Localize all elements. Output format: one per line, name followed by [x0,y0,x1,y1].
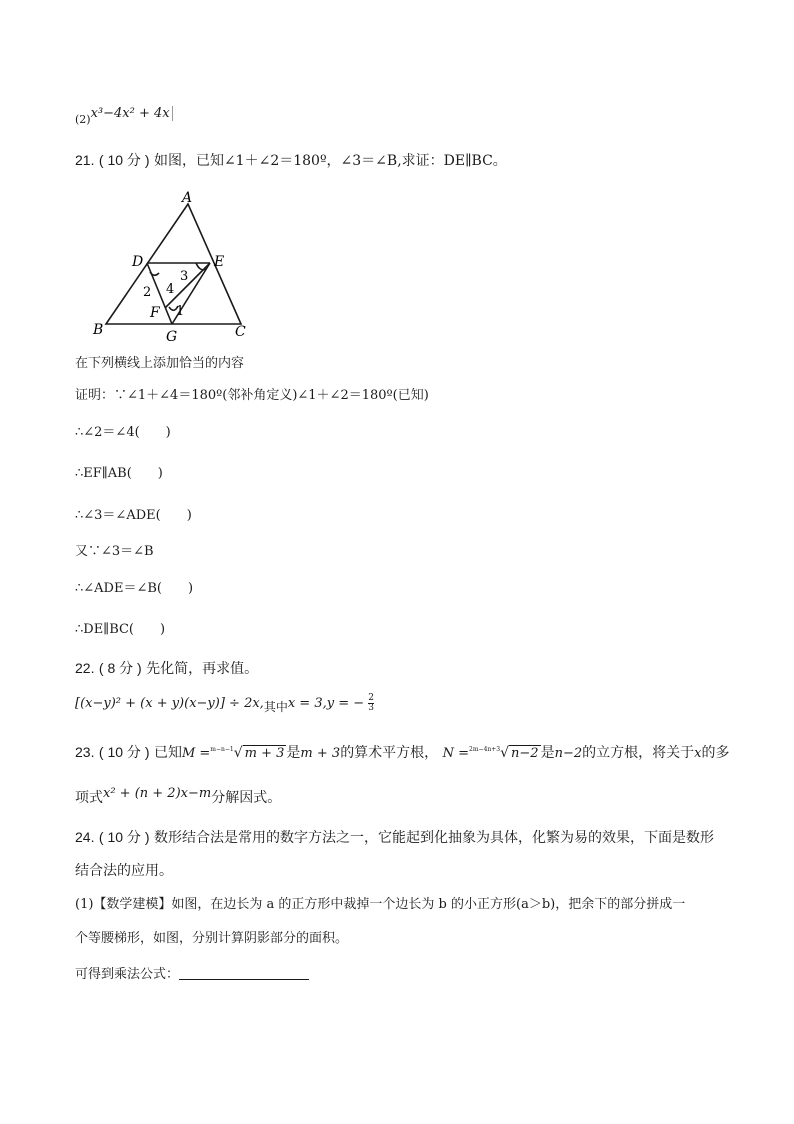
q21-text: 如图，已知∠1＋∠2＝180º，∠3＝∠B,求证：DE∥BC。 [153,153,507,169]
radical-sign: √ [233,745,243,761]
q24-intro-2: 结合法的应用。 [75,863,173,879]
q23-text-2: 是 [286,745,301,761]
q21-triangle-figure [88,186,258,344]
q22-header [75,658,258,678]
q22-score: ( 8 分 ) [98,660,142,676]
label-angle-2: 2 [143,285,152,300]
q23-text-1: 已知 [153,745,182,761]
label-angle-4: 4 [166,282,175,297]
label-d: D [132,254,144,270]
label-angle-3: 3 [180,269,189,284]
q24-part1-line-2: 个等腰梯形，如图，分别计算阴影部分的面积。 [75,931,349,946]
q23-line-2 [75,786,281,807]
q21-number: 21. [75,152,95,168]
label-b: B [93,322,104,338]
q21-proof-line-3: ∴EF∥AB( ) [75,466,163,481]
q21-proof-line-2: ∴∠2＝∠4( ) [75,425,171,440]
label-c: C [235,324,246,340]
q22-frac-num: 2 [368,693,374,703]
q24-score: ( 10 分 ) [98,829,150,845]
radical-sign: √ [500,745,510,761]
q22-condition: x = 3,y = − [287,696,365,711]
q21-header [75,150,507,170]
q23-text-6: 的多 [701,745,730,761]
q22-where: 其中 [263,700,288,714]
q23-line-1 [75,742,729,762]
label-g: G [166,329,178,344]
q23-text-8: 分解因式。 [211,790,282,806]
q23-text-4: 是 [540,745,555,761]
q20-part2 [75,106,173,126]
q24-formula-label: 可得到乘法公式： [75,967,180,982]
q22-number: 22. [75,660,95,676]
q22-expression: [(x−y)² + (x + y)(x−y)] ÷ 2x, [75,696,264,711]
q23-text-3: 的算术平方根， [340,745,439,761]
q23-n-index: 2m−4n+3 [469,746,501,753]
q24-number: 24. [75,829,95,845]
q23-x-var: x [694,746,702,761]
q23-m-index: m−n−1 [210,746,234,753]
q23-n-minus-2: n−2 [554,746,583,761]
q20-expression: x³−4x² + 4x [90,106,170,121]
q21-score: ( 10 分 ) [98,152,150,168]
q22-expression-line [75,694,374,715]
q21-proof-line-1: 证明：∵∠1＋∠4＝180º(邻补角定义)∠1＋∠2＝180º(已知) [75,388,429,403]
label-e: E [214,254,225,270]
q23-m-lhs: M = [181,746,211,761]
q23-score: ( 10 分 ) [98,744,150,760]
q20-part-label: (2) [75,113,91,126]
q22-frac-den: 3 [368,703,374,713]
q23-text-7: 项式 [75,790,103,806]
q24-intro-1: 数形结合法是常用的数字方法之一，它能起到化抽象为具体，化繁为易的效果，下面是数形 [153,830,714,846]
q21-proof-line-5: 又∵∠3＝∠B [75,544,154,559]
q24-formula-line [75,963,309,982]
q23-polynomial: x² + (n + 2)x−m [103,786,212,801]
q23-m-plus-3: m + 3 [300,746,341,761]
q22-fraction [368,694,374,713]
label-a: A [182,190,193,206]
q23-n-lhs: N = [442,746,470,761]
q24-formula-answer-blank[interactable] [179,967,309,980]
q23-m-radicand: m + 3 [244,746,285,761]
label-angle-1: 1 [176,304,185,319]
label-f: F [150,305,160,321]
q21-instruction: 在下列横线上添加恰当的内容 [75,356,245,371]
q21-proof-line-7: ∴DE∥BC( ) [75,622,166,637]
cursor-mark [172,106,173,121]
q22-text: 先化简，再求值。 [146,661,259,677]
q21-proof-line-6: ∴∠ADE＝∠B( ) [75,581,194,596]
q24-line-1 [75,827,714,847]
q23-number: 23. [75,744,95,760]
q24-part1-line-1: (1)【数学建模】如图，在边长为 a 的正方形中裁掉一个边长为 b 的小正方形(a＞b)，把余下的部分拼成一 [75,897,686,912]
q21-proof-line-4: ∴∠3＝∠ADE( ) [75,508,192,523]
q23-n-radicand: n−2 [511,746,539,761]
q23-text-5: 的立方根，将关于 [582,745,695,761]
